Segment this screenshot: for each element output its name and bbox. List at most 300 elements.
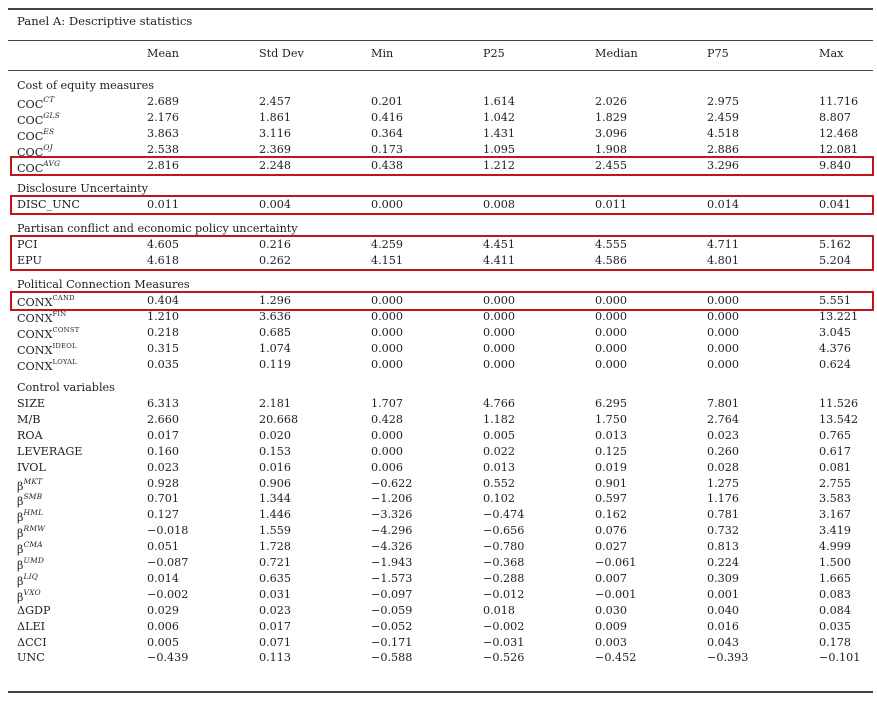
table-cell: 0.030 <box>595 603 628 617</box>
table-cell: 0.224 <box>707 556 740 569</box>
table-cell: 4.999 <box>819 540 852 554</box>
section-title: Partisan conflict and economic policy uncertainty <box>17 222 298 235</box>
table-cell: −0.018 <box>147 524 189 538</box>
table-cell: 0.125 <box>595 444 628 458</box>
table-cell: −0.002 <box>483 619 525 633</box>
table-cell: 0.732 <box>707 524 740 538</box>
row-label <box>17 492 42 508</box>
table-cell: 0.023 <box>259 603 292 617</box>
table-cell: 3.045 <box>819 325 852 339</box>
table-cell: −0.622 <box>371 476 413 490</box>
row-label-base: COC <box>17 129 44 143</box>
table-cell: 0.901 <box>595 476 628 490</box>
row-label-base: β <box>17 479 24 493</box>
table-cell: 4.586 <box>595 253 628 267</box>
table-cell: 4.605 <box>147 238 180 251</box>
table-cell: 2.689 <box>147 95 180 108</box>
table-cell: 0.000 <box>371 444 404 458</box>
table-cell: 0.017 <box>259 619 292 633</box>
table-cell: 0.685 <box>259 325 292 339</box>
table-cell: 1.500 <box>819 556 852 569</box>
table-cell: −1.206 <box>371 492 413 506</box>
table-cell: 3.583 <box>819 492 852 506</box>
table-cell: 0.031 <box>259 587 292 601</box>
row-label-base: CONX <box>17 311 53 325</box>
row-label-base: UNC <box>17 651 45 665</box>
row-label-base: IVOL <box>17 460 46 474</box>
table-cell: 0.000 <box>371 428 404 442</box>
row-label-superscript: GLS <box>43 110 61 120</box>
row-label-base: COC <box>17 98 44 111</box>
table-cell: 13.542 <box>819 412 859 426</box>
table-cell: −0.061 <box>595 556 637 569</box>
row-label-superscript: HML <box>23 508 44 518</box>
header-top-rule <box>8 40 873 41</box>
table-cell: 8.807 <box>819 110 852 124</box>
top-rule <box>8 8 873 10</box>
table-cell: 1.750 <box>595 412 628 426</box>
table-cell: 0.428 <box>371 412 404 426</box>
column-header-std-dev: Std Dev <box>259 47 304 60</box>
row-label-base: β <box>17 495 24 509</box>
table-cell: −0.288 <box>483 571 525 585</box>
table-cell: 0.016 <box>259 460 292 474</box>
table-cell: −0.097 <box>371 587 413 601</box>
table-cell: 4.618 <box>147 253 180 267</box>
table-cell: 0.000 <box>371 341 404 355</box>
table-cell: 1.665 <box>819 571 852 585</box>
table-cell: 1.296 <box>259 294 292 307</box>
table-cell: 20.668 <box>259 412 299 426</box>
row-label-base: CONX <box>17 359 53 373</box>
row-label-superscript: OJ <box>43 142 53 152</box>
highlight-box <box>10 291 874 311</box>
table-cell: −0.368 <box>483 556 525 569</box>
table-cell: 0.023 <box>707 428 740 442</box>
table-cell: 0.000 <box>483 341 516 355</box>
table-cell: 0.597 <box>595 492 628 506</box>
section-title: Control variables <box>17 381 115 394</box>
table-cell: 3.636 <box>259 309 292 323</box>
table-cell: 3.296 <box>707 158 740 172</box>
table-cell: 0.701 <box>147 492 180 506</box>
table-cell: 0.153 <box>259 444 292 458</box>
table-cell: 0.000 <box>483 294 516 307</box>
table-cell: 5.204 <box>819 253 852 267</box>
table-cell: −0.101 <box>819 651 861 665</box>
table-cell: 0.041 <box>819 198 852 211</box>
row-label-base: β <box>17 559 24 572</box>
table-cell: 3.167 <box>819 508 852 522</box>
bottom-rule <box>8 691 873 693</box>
row-label <box>17 636 47 649</box>
table-cell: 0.160 <box>147 444 180 458</box>
table-cell: 11.526 <box>819 397 859 410</box>
row-label <box>17 342 77 357</box>
row-label <box>17 588 41 604</box>
table-cell: 3.096 <box>595 126 628 140</box>
table-cell: 0.013 <box>483 460 516 474</box>
table-cell: 0.083 <box>819 587 852 601</box>
table-cell: 0.000 <box>371 357 404 371</box>
table-cell: 1.861 <box>259 110 292 124</box>
highlight-box <box>10 235 874 271</box>
table-cell: 7.801 <box>707 397 740 410</box>
table-cell: 0.013 <box>595 428 628 442</box>
table-cell: −0.526 <box>483 651 525 665</box>
table-cell: 1.829 <box>595 110 628 124</box>
table-cell: 0.000 <box>707 341 740 355</box>
table-cell: 1.275 <box>707 476 740 490</box>
row-label-base: β <box>17 511 24 525</box>
table-cell: 2.538 <box>147 142 180 156</box>
table-cell: 11.716 <box>819 95 859 108</box>
table-cell: 4.151 <box>371 253 404 267</box>
table-cell: 0.928 <box>147 476 180 490</box>
table-cell: 0.000 <box>595 357 628 371</box>
row-label-base: SIZE <box>17 397 46 410</box>
table-cell: 0.040 <box>707 603 740 617</box>
table-cell: 0.781 <box>707 508 740 522</box>
table-cell: 0.000 <box>595 309 628 323</box>
panel-title: Panel A: Descriptive statistics <box>17 14 193 28</box>
table-cell: 0.416 <box>371 110 404 124</box>
row-label <box>17 477 42 493</box>
column-header-median: Median <box>595 47 638 60</box>
table-cell: 1.344 <box>259 492 292 506</box>
row-label-base: LEVERAGE <box>17 444 83 458</box>
table-cell: 4.259 <box>371 238 404 251</box>
table-cell: −0.012 <box>483 587 525 601</box>
header-bottom-rule <box>8 70 873 71</box>
table-cell: 0.000 <box>707 294 740 307</box>
table-cell: 0.000 <box>371 309 404 323</box>
table-cell: 1.095 <box>483 142 516 156</box>
table-cell: 2.248 <box>259 158 292 172</box>
table-cell: 0.011 <box>595 198 628 211</box>
table-cell: 0.000 <box>707 357 740 371</box>
table-cell: 12.468 <box>819 126 859 140</box>
row-label <box>17 397 45 410</box>
table-cell: −1.943 <box>371 556 413 569</box>
row-label-base: ΔCCI <box>17 635 47 649</box>
table-cell: 1.042 <box>483 110 516 124</box>
row-label-base: β <box>17 574 24 588</box>
row-label-superscript: LIQ <box>23 571 39 581</box>
row-label <box>17 461 46 474</box>
row-label <box>17 127 54 143</box>
table-cell: 0.019 <box>595 460 628 474</box>
table-cell: 0.721 <box>259 556 292 569</box>
table-cell: 2.975 <box>707 95 740 108</box>
highlight-box <box>10 156 874 176</box>
table-cell: 0.007 <box>595 571 628 585</box>
table-cell: 1.210 <box>147 309 180 323</box>
table-cell: −0.031 <box>483 635 525 649</box>
table-cell: −0.439 <box>147 651 189 665</box>
table-cell: 0.000 <box>595 325 628 339</box>
table-cell: −4.326 <box>371 540 413 554</box>
column-header-p75: P75 <box>707 47 729 60</box>
row-label <box>17 604 51 617</box>
table-cell: −0.474 <box>483 508 525 522</box>
table-cell: −0.087 <box>147 556 189 569</box>
table-cell: 0.005 <box>147 635 180 649</box>
table-cell: 2.369 <box>259 142 292 156</box>
column-header-max: Max <box>819 47 844 60</box>
table-cell: 1.182 <box>483 412 516 426</box>
table-cell: 6.295 <box>595 397 628 410</box>
table-cell: 0.035 <box>147 357 180 371</box>
table-cell: −4.296 <box>371 524 413 538</box>
row-label-superscript: RMW <box>23 524 46 534</box>
table-cell: 0.315 <box>147 341 180 355</box>
table-cell: 0.260 <box>707 444 740 458</box>
table-cell: 0.003 <box>595 635 628 649</box>
table-cell: 5.162 <box>819 238 852 251</box>
table-cell: 3.419 <box>819 524 852 538</box>
row-label-base: M/B <box>17 412 41 426</box>
row-label <box>17 445 82 458</box>
row-label-base: ΔGDP <box>17 603 51 617</box>
row-label-base: β <box>17 543 24 557</box>
table-cell: 0.364 <box>371 126 404 140</box>
row-label-base: ΔLEI <box>17 619 46 633</box>
table-cell: −0.588 <box>371 651 413 665</box>
table-cell: 0.813 <box>707 540 740 554</box>
table-cell: 0.043 <box>707 635 740 649</box>
row-label-superscript: CMA <box>23 540 43 550</box>
table-cell: 2.181 <box>259 397 292 410</box>
table-cell: 0.005 <box>483 428 516 442</box>
table-cell: −1.573 <box>371 571 413 585</box>
row-label-base: EPU <box>17 253 42 267</box>
row-label-base: CONX <box>17 343 53 357</box>
row-label-superscript: MKT <box>23 476 43 486</box>
table-cell: 4.711 <box>707 238 740 251</box>
table-cell: 2.886 <box>707 142 740 156</box>
table-cell: 0.023 <box>147 460 180 474</box>
table-cell: 0.162 <box>595 508 628 522</box>
table-cell: 4.555 <box>595 238 628 251</box>
table-cell: 0.001 <box>707 587 740 601</box>
table-cell: 0.127 <box>147 508 180 522</box>
table-cell: 4.518 <box>707 126 740 140</box>
row-label <box>17 95 54 111</box>
row-label-base: β <box>17 590 24 604</box>
table-cell: 1.176 <box>707 492 740 506</box>
table-cell: 2.764 <box>707 412 740 426</box>
table-cell: 0.000 <box>707 325 740 339</box>
table-cell: −0.059 <box>371 603 413 617</box>
row-label <box>17 326 79 341</box>
table-cell: 0.000 <box>483 309 516 323</box>
table-cell: 0.000 <box>371 325 404 339</box>
table-cell: 2.459 <box>707 110 740 124</box>
table-cell: 0.438 <box>371 158 404 172</box>
table-cell: 3.863 <box>147 126 180 140</box>
row-label-base: β <box>17 527 24 541</box>
table-cell: 0.624 <box>819 357 852 371</box>
table-cell: 2.816 <box>147 158 180 172</box>
row-label <box>17 651 45 664</box>
table-cell: 12.081 <box>819 142 859 156</box>
table-cell: 1.446 <box>259 508 292 522</box>
row-label-base: CONX <box>17 327 53 341</box>
row-label-superscript: CT <box>43 95 55 104</box>
section-title: Cost of equity measures <box>17 79 155 92</box>
section-title: Political Connection Measures <box>17 278 190 291</box>
table-cell: −0.001 <box>595 587 637 601</box>
table-cell: 1.431 <box>483 126 516 140</box>
row-label-superscript: LOYAL <box>52 357 77 366</box>
row-label-base: CONX <box>17 296 53 309</box>
row-label-superscript: AVG <box>43 158 61 168</box>
column-header-p25: P25 <box>483 47 505 60</box>
table-cell: 0.071 <box>259 635 292 649</box>
table-cell: 1.908 <box>595 142 628 156</box>
row-label <box>17 429 43 442</box>
table-cell: 2.457 <box>259 95 292 108</box>
table-cell: 4.411 <box>483 253 516 267</box>
table-cell: 0.635 <box>259 571 292 585</box>
table-cell: 1.559 <box>259 524 292 538</box>
table-cell: 0.027 <box>595 540 628 554</box>
table-cell: 0.081 <box>819 460 852 474</box>
table-cell: 0.076 <box>595 524 628 538</box>
row-label <box>17 111 60 127</box>
table-cell: 5.551 <box>819 294 852 307</box>
table-cell: −0.780 <box>483 540 525 554</box>
highlight-box <box>10 195 874 215</box>
table-cell: 0.006 <box>371 460 404 474</box>
row-label-base: ROA <box>17 428 43 442</box>
table-cell: 0.102 <box>483 492 516 506</box>
table-cell: 0.201 <box>371 95 404 108</box>
table-cell: 0.022 <box>483 444 516 458</box>
table-cell: 0.006 <box>147 619 180 633</box>
column-header-mean: Mean <box>147 47 179 60</box>
section-title: Disclosure Uncertainty <box>17 182 148 195</box>
table-cell: 4.801 <box>707 253 740 267</box>
column-header-min: Min <box>371 47 394 60</box>
row-label-base: COC <box>17 145 44 159</box>
table-cell: 2.455 <box>595 158 628 172</box>
table-cell: 0.000 <box>707 309 740 323</box>
table-cell: 1.707 <box>371 397 404 410</box>
row-label <box>17 572 38 588</box>
table-cell: 0.084 <box>819 603 852 617</box>
table-cell: 0.000 <box>371 294 404 307</box>
row-label-superscript: UMD <box>23 556 45 565</box>
table-cell: 13.221 <box>819 309 859 323</box>
table-cell: 3.116 <box>259 126 292 140</box>
table-cell: 0.017 <box>147 428 180 442</box>
row-label <box>17 620 45 633</box>
table-cell: 1.074 <box>259 341 292 355</box>
table-cell: 4.451 <box>483 238 516 251</box>
table-cell: 0.016 <box>707 619 740 633</box>
table-cell: 0.035 <box>819 619 852 633</box>
table-cell: 2.176 <box>147 110 180 124</box>
table-cell: −0.002 <box>147 587 189 601</box>
table-cell: 0.009 <box>595 619 628 633</box>
table-cell: 1.212 <box>483 158 516 172</box>
table-cell: 1.614 <box>483 95 516 108</box>
table-cell: −0.393 <box>707 651 749 665</box>
table-cell: 1.728 <box>259 540 292 554</box>
table-cell: 0.309 <box>707 571 740 585</box>
table-cell: −0.171 <box>371 635 413 649</box>
table-cell: 0.000 <box>595 294 628 307</box>
table-cell: 9.840 <box>819 158 852 172</box>
table-cell: 0.000 <box>595 341 628 355</box>
table-cell: 0.119 <box>259 357 292 371</box>
table-cell: 0.765 <box>819 428 852 442</box>
row-label-superscript: SMB <box>23 492 43 502</box>
row-label <box>17 524 45 540</box>
row-label <box>17 556 44 572</box>
table-cell: 0.113 <box>259 651 292 665</box>
table-cell: 6.313 <box>147 397 180 410</box>
table-cell: 2.755 <box>819 476 852 490</box>
table-cell: −0.452 <box>595 651 637 665</box>
table-cell: 0.173 <box>371 142 404 156</box>
table-cell: 2.026 <box>595 95 628 108</box>
table-cell: 0.051 <box>147 540 180 554</box>
table-cell: 0.028 <box>707 460 740 474</box>
table-cell: 0.617 <box>819 444 852 458</box>
table-cell: 0.008 <box>483 198 516 211</box>
row-label <box>17 310 66 325</box>
row-label <box>17 508 43 524</box>
table-cell: 4.766 <box>483 397 516 410</box>
table-cell: 0.014 <box>707 198 740 211</box>
table-cell: 0.906 <box>259 476 292 490</box>
table-cell: 0.404 <box>147 294 180 307</box>
row-label <box>17 413 40 426</box>
table-cell: 0.014 <box>147 571 180 585</box>
table-cell: 0.018 <box>483 603 516 617</box>
table-cell: −0.052 <box>371 619 413 633</box>
table-cell: 0.178 <box>819 635 852 649</box>
row-label-base: COC <box>17 113 44 127</box>
table-cell: 0.000 <box>371 198 404 211</box>
table-cell: 0.552 <box>483 476 516 490</box>
table-cell: 0.000 <box>483 325 516 339</box>
table-cell: 0.000 <box>483 357 516 371</box>
row-label <box>17 358 77 373</box>
table-cell: 4.376 <box>819 341 852 355</box>
row-label-superscript: VXO <box>23 587 41 597</box>
row-label-superscript: FIN <box>52 309 67 318</box>
table-cell: 0.029 <box>147 603 180 617</box>
table-cell: 2.660 <box>147 412 180 426</box>
table-cell: 0.262 <box>259 253 292 267</box>
table-cell: 0.218 <box>147 325 180 339</box>
row-label-base: PCI <box>17 238 38 251</box>
row-label <box>17 540 43 556</box>
table-cell: −3.326 <box>371 508 413 522</box>
row-label-superscript: IDEOL <box>52 341 77 350</box>
row-label-superscript: CONST <box>52 325 80 334</box>
table-cell: 0.004 <box>259 198 292 211</box>
row-label-base: COC <box>17 161 44 175</box>
table-cell: 0.011 <box>147 198 180 211</box>
row-label-base: DISC_UNC <box>17 198 80 211</box>
row-label-superscript: CAND <box>52 294 75 302</box>
row-label-superscript: ES <box>43 126 55 136</box>
